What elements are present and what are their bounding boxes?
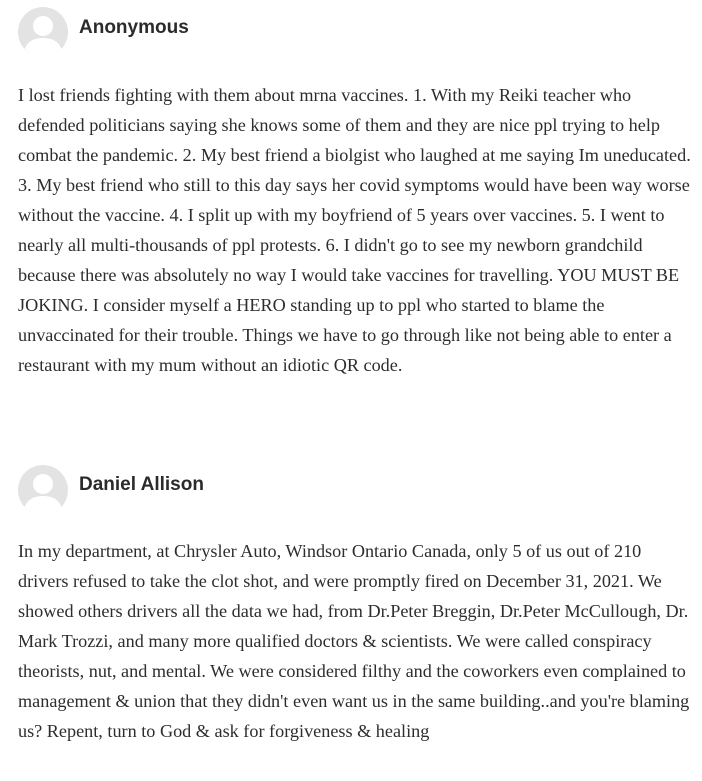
avatar (18, 465, 68, 515)
default-user-avatar-icon (18, 7, 68, 57)
comment-header (0, 465, 702, 515)
comment-text: In my department, at Chrysler Auto, Windsor Ontario Canada, only 5 of us out of 210 drivers refused to take the clot shot, and were promptly fired on December 31, 2021. We showed others drivers all the data we had, from Dr.Peter Breggin, Dr.Peter McCullough, Dr. Mark Trozzi, and many more qualified doctors & scientists. We were called conspiracy theorists, nut, and mental. We were considered filthy and the coworkers even complained to management & union that they didn't even want us in the same building..and you're blaming us? Repent, turn to God & ask for forgiveness & healing (18, 541, 690, 741)
avatar (18, 7, 68, 57)
comment-author[interactable]: Daniel Allison (79, 474, 204, 495)
default-user-avatar-icon (18, 465, 68, 515)
comment-header (0, 7, 702, 57)
comment-author[interactable]: Anonymous (79, 17, 189, 38)
comment-1 (0, 7, 702, 375)
comment-text: I lost friends fighting with them about mrna vaccines. 1. With my Reiki teacher who defended politicians saying she knows some of them and they are nice ppl trying to help combat the pandemic. 2. My best friend a biolgist who laughed at me saying Im uneducated. 3. My best friend who still to this day says her covid symptoms would have been way worse without the vaccine. 4. I split up with my boyfriend of 5 years over vaccines. 5. I went to nearly all multi-thousands of ppl protests. 6. I didn't go to see my newborn grandchild because there was absolutely no way I would take vaccines for travelling. YOU MUST BE JOKING. I consider myself a HERO standing up to ppl who started to blame the unvaccinated for their trouble. Things we have to go through like not being able to enter a restaurant with my mum without an idiotic QR code. (18, 85, 691, 375)
comment-2 (0, 465, 702, 741)
